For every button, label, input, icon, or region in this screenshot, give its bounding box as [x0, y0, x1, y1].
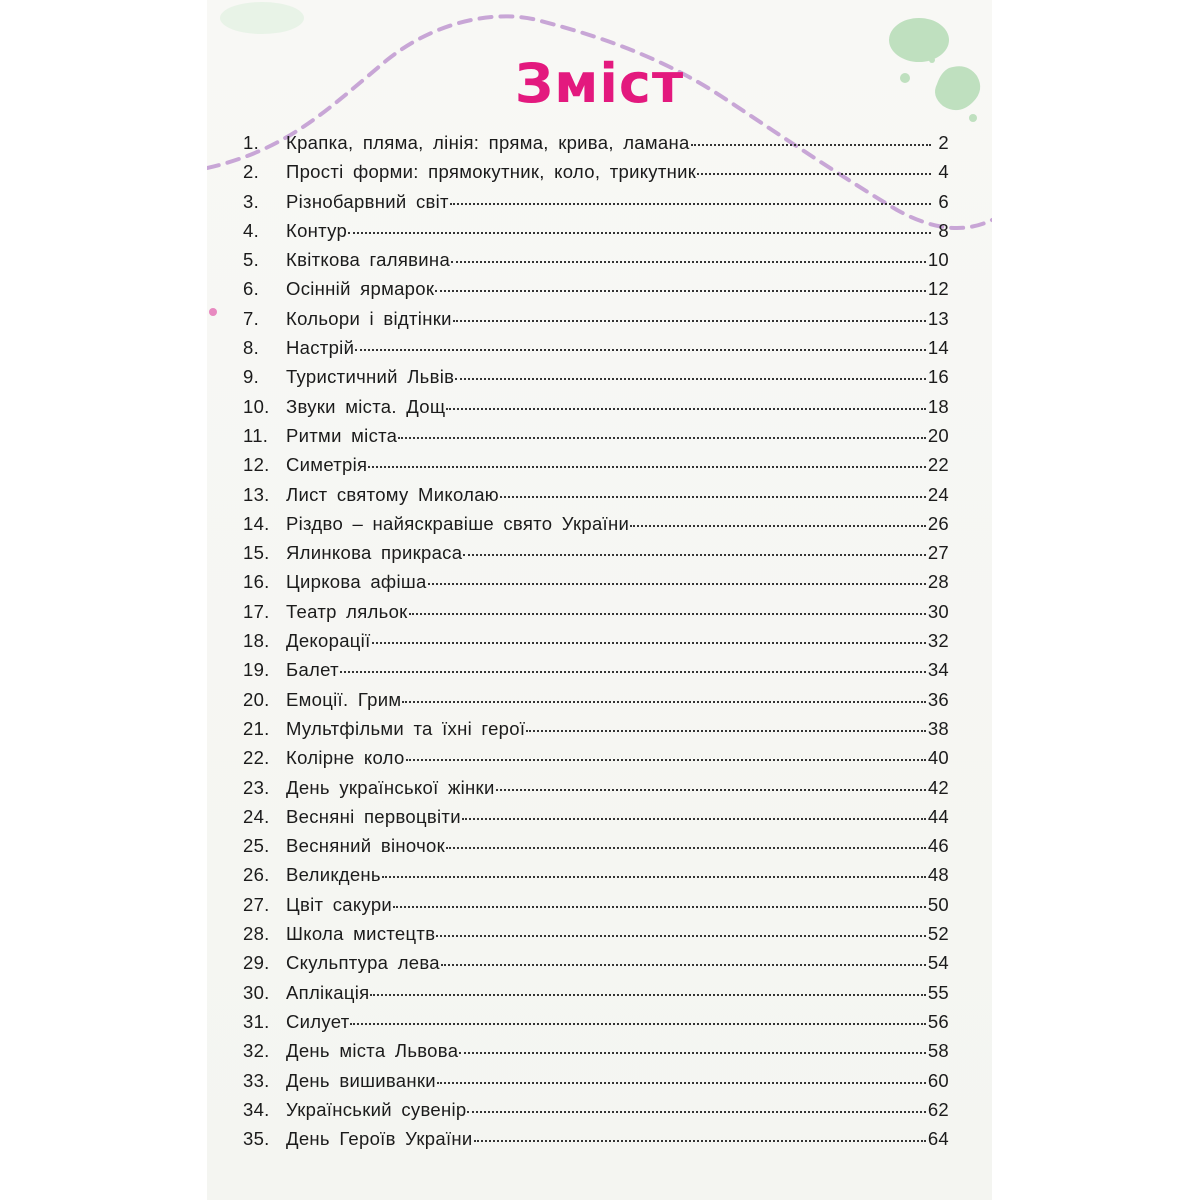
toc-entry	[243, 161, 949, 190]
toc-entry	[243, 630, 949, 659]
table-of-contents	[243, 132, 949, 1157]
toc-entry-title: Декорації	[286, 630, 371, 652]
toc-leader-dots	[500, 496, 926, 498]
toc-entry-title: Весняний віночок	[286, 835, 445, 857]
toc-entry-title: Великдень	[286, 864, 381, 886]
toc-leader-dots	[398, 437, 926, 439]
toc-leader-dots	[402, 701, 925, 703]
toc-entry-number: 31.	[243, 1010, 270, 1032]
toc-entry-title: Симетрія	[286, 454, 368, 476]
toc-entry-page: 26	[927, 512, 949, 534]
toc-entry-title: Скульптура лева	[286, 952, 440, 974]
toc-entry-page: 40	[927, 747, 949, 769]
toc-entry-number: 3.	[243, 190, 260, 212]
toc-leader-dots	[382, 876, 926, 878]
toc-entry	[243, 982, 949, 1011]
toc-entry-number: 11.	[243, 424, 269, 446]
toc-entry-number: 4.	[243, 219, 260, 241]
toc-entry-number: 24.	[243, 805, 270, 827]
toc-entry	[243, 806, 949, 835]
toc-entry-page: 55	[927, 981, 949, 1003]
toc-entry	[243, 689, 949, 718]
toc-entry-number: 20.	[243, 688, 270, 710]
toc-entry-title: Ялинкова прикраса	[286, 542, 463, 564]
toc-entry-title: Школа мистецтв	[286, 923, 436, 945]
toc-entry	[243, 132, 949, 161]
toc-entry-page: 44	[927, 805, 949, 827]
toc-entry-title: Контур	[286, 219, 348, 241]
toc-leader-dots	[455, 378, 926, 380]
toc-entry-number: 35.	[243, 1128, 270, 1150]
toc-entry-page: 46	[927, 835, 949, 857]
toc-entry	[243, 337, 949, 366]
toc-entry-title: Цвіт сакури	[286, 893, 393, 915]
toc-entry-number: 30.	[243, 981, 270, 1003]
toc-leader-dots	[474, 1140, 926, 1142]
toc-entry-title: Циркова афіша	[286, 571, 427, 593]
toc-entry-title: Кольори і відтінки	[286, 307, 452, 329]
toc-entry-title: Настрій	[286, 337, 355, 359]
toc-entry-title: Ритми міста	[286, 424, 398, 446]
toc-entry	[243, 454, 949, 483]
toc-entry	[243, 864, 949, 893]
toc-entry-number: 7.	[243, 307, 260, 329]
toc-entry	[243, 835, 949, 864]
toc-entry	[243, 1011, 949, 1040]
toc-entry	[243, 191, 949, 220]
toc-entry-title: Туристичний Львів	[286, 366, 455, 388]
toc-entry	[243, 571, 949, 600]
toc-entry	[243, 718, 949, 747]
toc-leader-dots	[451, 261, 926, 263]
toc-entry	[243, 308, 949, 337]
toc-leader-dots	[526, 730, 926, 732]
toc-entry-page: 58	[927, 1040, 949, 1062]
toc-leader-dots	[428, 583, 926, 585]
toc-leader-dots	[467, 1111, 925, 1113]
toc-entry	[243, 396, 949, 425]
toc-entry-number: 12.	[243, 454, 270, 476]
toc-leader-dots	[630, 525, 926, 527]
toc-leader-dots	[462, 818, 926, 820]
toc-leader-dots	[368, 466, 925, 468]
toc-entry	[243, 1040, 949, 1069]
toc-leader-dots	[340, 671, 926, 673]
toc-entry-number: 34.	[243, 1098, 270, 1120]
toc-entry-page: 60	[927, 1069, 949, 1091]
toc-entry-number: 16.	[243, 571, 270, 593]
toc-entry-page: 38	[927, 717, 949, 739]
toc-leader-dots	[459, 1052, 926, 1054]
toc-entry-number: 2.	[243, 161, 260, 183]
toc-entry-page: 20	[927, 424, 949, 446]
toc-entry-number: 19.	[243, 659, 270, 681]
toc-entry-page: 2	[938, 132, 949, 153]
toc-entry-number: 28.	[243, 923, 270, 945]
toc-leader-dots	[453, 320, 926, 322]
toc-entry-title: Квіткова галявина	[286, 249, 451, 271]
toc-entry-number: 17.	[243, 600, 270, 622]
toc-leader-dots	[372, 642, 926, 644]
toc-entry-number: 10.	[243, 395, 270, 417]
toc-entry-page: 32	[927, 630, 949, 652]
toc-entry-page: 10	[927, 249, 949, 271]
toc-entry-title: Різнобарвний світ	[286, 190, 449, 212]
toc-entry-title: Прості форми: прямокутник, коло, трикутник	[286, 161, 697, 183]
toc-entry-page: 64	[927, 1128, 949, 1150]
toc-entry-page: 6	[938, 190, 949, 212]
toc-entry-title: Весняні первоцвіти	[286, 805, 461, 827]
toc-entry	[243, 601, 949, 630]
toc-entry-page: 62	[927, 1098, 949, 1120]
toc-entry-number: 26.	[243, 864, 270, 886]
toc-entry-number: 1.	[243, 132, 260, 153]
toc-entry-page: 27	[927, 542, 949, 564]
book-page	[207, 0, 992, 1200]
toc-leader-dots	[406, 759, 926, 761]
toc-entry-number: 18.	[243, 630, 270, 652]
toc-entry-page: 50	[927, 893, 949, 915]
toc-entry-page: 22	[927, 454, 949, 476]
toc-entry-title: Емоції. Грим	[286, 688, 402, 710]
toc-entry-number: 14.	[243, 512, 270, 534]
toc-entry	[243, 278, 949, 307]
toc-entry	[243, 542, 949, 571]
toc-entry-number: 25.	[243, 835, 270, 857]
toc-entry-number: 32.	[243, 1040, 270, 1062]
toc-entry	[243, 484, 949, 513]
toc-entry	[243, 952, 949, 981]
toc-entry-title: Балет	[286, 659, 339, 681]
toc-entry	[243, 366, 949, 395]
toc-entry-number: 15.	[243, 542, 270, 564]
toc-leader-dots	[697, 173, 931, 175]
toc-entry	[243, 923, 949, 952]
toc-entry	[243, 777, 949, 806]
toc-entry-title: Аплікація	[286, 981, 370, 1003]
toc-entry-page: 34	[927, 659, 949, 681]
toc-leader-dots	[350, 1023, 925, 1025]
toc-entry-number: 29.	[243, 952, 270, 974]
toc-entry	[243, 220, 949, 249]
toc-entry-number: 22.	[243, 747, 270, 769]
toc-entry-page: 13	[927, 307, 949, 329]
toc-entry-title: Осінній ярмарок	[286, 278, 435, 300]
toc-entry-number: 9.	[243, 366, 260, 388]
toc-entry-page: 16	[927, 366, 949, 388]
toc-entry-page: 8	[938, 219, 949, 241]
toc-entry	[243, 513, 949, 542]
toc-leader-dots	[435, 290, 926, 292]
toc-entry-page: 4	[938, 161, 949, 183]
toc-entry	[243, 659, 949, 688]
splash-drop-3	[969, 114, 977, 122]
toc-entry-page: 54	[927, 952, 949, 974]
toc-entry-page: 28	[927, 571, 949, 593]
toc-leader-dots	[393, 906, 926, 908]
toc-entry-title: Мультфільми та їхні герої	[286, 717, 526, 739]
toc-entry-number: 6.	[243, 278, 260, 300]
toc-leader-dots	[446, 408, 925, 410]
toc-entry-page: 24	[927, 483, 949, 505]
toc-entry	[243, 1099, 949, 1128]
toc-entry-page: 36	[927, 688, 949, 710]
toc-entry-title: Крапка, пляма, лінія: пряма, крива, ламана	[286, 132, 690, 153]
toc-entry-title: Колірне коло	[286, 747, 405, 769]
toc-leader-dots	[691, 144, 931, 146]
page-title: Зміст	[514, 52, 685, 115]
toc-entry-title: Театр ляльок	[286, 600, 408, 622]
toc-entry-page: 14	[927, 337, 949, 359]
toc-leader-dots	[463, 554, 926, 556]
toc-entry-number: 5.	[243, 249, 260, 271]
toc-entry-page: 12	[927, 278, 949, 300]
toc-entry	[243, 425, 949, 454]
toc-leader-dots	[437, 1082, 926, 1084]
toc-leader-dots	[370, 994, 925, 996]
toc-entry-number: 27.	[243, 893, 270, 915]
toc-entry-page: 48	[927, 864, 949, 886]
pink-dot	[209, 308, 217, 316]
toc-entry-title: День Героїв України	[286, 1128, 473, 1150]
toc-entry-title: Різдво – найяскравіше свято України	[286, 512, 630, 534]
toc-entry-title: Лист святому Миколаю	[286, 483, 499, 505]
toc-entry	[243, 1128, 949, 1157]
toc-entry-number: 23.	[243, 776, 270, 798]
toc-entry-number: 13.	[243, 483, 270, 505]
toc-entry-title: Звуки міста. Дощ	[286, 395, 446, 417]
toc-entry-page: 42	[927, 776, 949, 798]
toc-entry-title: День вишиванки	[286, 1069, 436, 1091]
splash-top-left	[220, 2, 304, 34]
toc-entry-page: 18	[927, 395, 949, 417]
toc-leader-dots	[446, 847, 926, 849]
toc-leader-dots	[496, 789, 926, 791]
toc-entry-number: 21.	[243, 717, 270, 739]
toc-entry-page: 52	[927, 923, 949, 945]
toc-entry	[243, 249, 949, 278]
toc-entry-number: 33.	[243, 1069, 270, 1091]
toc-entry-title: Силует	[286, 1010, 350, 1032]
toc-entry	[243, 1070, 949, 1099]
toc-entry	[243, 747, 949, 776]
toc-entry-title: Український сувенір	[286, 1098, 467, 1120]
toc-entry-title: День української жінки	[286, 776, 495, 798]
toc-entry	[243, 894, 949, 923]
toc-entry-number: 8.	[243, 337, 260, 359]
toc-entry-page: 30	[927, 600, 949, 622]
toc-leader-dots	[441, 964, 926, 966]
toc-leader-dots	[348, 232, 931, 234]
toc-entry-title: День міста Львова	[286, 1040, 459, 1062]
toc-leader-dots	[436, 935, 925, 937]
toc-leader-dots	[355, 349, 926, 351]
toc-leader-dots	[450, 203, 931, 205]
toc-leader-dots	[409, 613, 926, 615]
toc-entry-page: 56	[927, 1010, 949, 1032]
